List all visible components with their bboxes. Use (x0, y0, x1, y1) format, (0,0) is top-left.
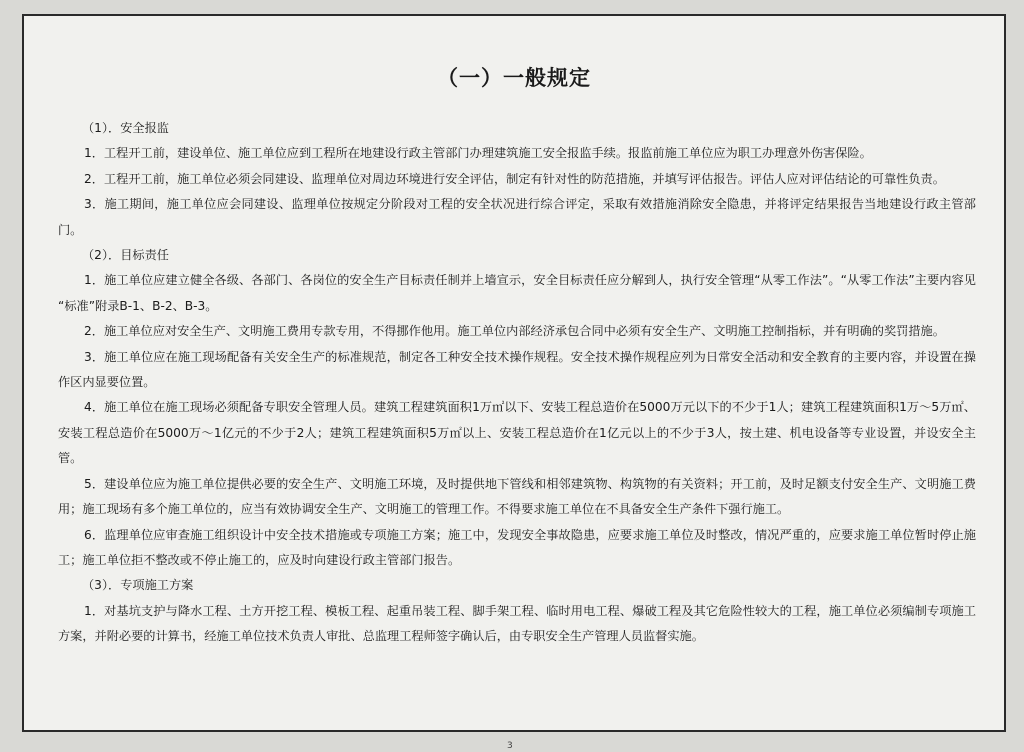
section-heading: （2）．目标责任 (82, 248, 169, 263)
document-page (22, 14, 1006, 732)
paragraph: 3．施工期间，施工单位应会同建设、监理单位按规定分阶段对工程的安全状况进行综合评定，采取有效措施消除安全隐患，并将评定结果报告当地建设行政主管部门。 (58, 197, 976, 237)
section-safety-registration (58, 116, 976, 243)
paragraph: 6．监理单位应审查施工组织设计中安全技术措施或专项施工方案；施工中，发现安全事故隐患，应要求施工单位及时整改，情况严重的，应要求施工单位暂时停止施工；施工单位拒不整改或不停止施工的，应及时向建设行政主管部门报告。 (58, 527, 976, 567)
section-special-construction-plan (58, 573, 976, 649)
document-body (58, 116, 976, 650)
paragraph: 1．施工单位应建立健全各级、各部门、各岗位的安全生产目标责任制并上墙宣示，安全目标责任应分解到人，执行安全管理“从零工作法”。“从零工作法”主要内容见 “标准”附录B-1、B-2、B-3。 (58, 273, 976, 313)
section-heading: （3）．专项施工方案 (82, 578, 194, 593)
paragraph: 1．对基坑支护与降水工程、土方开挖工程、模板工程、起重吊装工程、脚手架工程、临时用电工程、爆破工程及其它危险性较大的工程，施工单位必须编制专项施工方案，并附必要的计算书，经施工单位技术负责人审批、总监理工程师签字确认后，由专职安全生产管理人员监督实施。 (58, 603, 976, 644)
paragraph: 2．施工单位应对安全生产、文明施工费用专款专用，不得挪作他用。施工单位内部经济承包合同中必须有安全生产、文明施工控制指标，并有明确的奖罚措施。 (84, 324, 945, 339)
paragraph: 4．施工单位在施工现场必须配备专职安全管理人员。建筑工程建筑面积1万㎡以下、安装工程总造价在5000万元以下的不少于1人；建筑工程建筑面积1万～5万㎡、安装工程总造价在5000万～1亿元的不少于2人；建筑工程建筑面积5万㎡以上、安装工程总造价在1亿元以上的不少于3人，按土建、机电设备等专业设置，并设安全主管。 (58, 400, 976, 466)
section-heading: （1）．安全报监 (82, 121, 169, 135)
paragraph: 5．建设单位应为施工单位提供必要的安全生产、文明施工环境，及时提供地下管线和相邻建筑物、构筑物的有关资料；开工前，及时足额支付安全生产、文明施工费用；施工现场有多个施工单位的，应当有效协调安全生产、文明施工的管理工作。不得要求施工单位在不具备安全生产条件下强行施工。 (58, 476, 976, 517)
page-title: （一）一般规定 (437, 66, 591, 90)
page-number: 3 (507, 741, 513, 751)
paragraph: 2．工程开工前，施工单位必须会同建设、监理单位对周边环境进行安全评估，制定有针对性的防范措施，并填写评估报告。评估人应对评估结论的可靠性负责。 (84, 171, 945, 186)
section-target-responsibility (58, 243, 976, 573)
paragraph: 3．施工单位应在施工现场配备有关安全生产的标准规范，制定各工种安全技术操作规程。安全技术操作规程应列为日常安全活动和安全教育的主要内容，并设置在操作区内显要位置。 (58, 349, 976, 390)
paragraph: 1．工程开工前，建设单位、施工单位应到工程所在地建设行政主管部门办理建筑施工安全报监手续。报监前施工单位应为职工办理意外伤害保险。 (84, 146, 872, 161)
